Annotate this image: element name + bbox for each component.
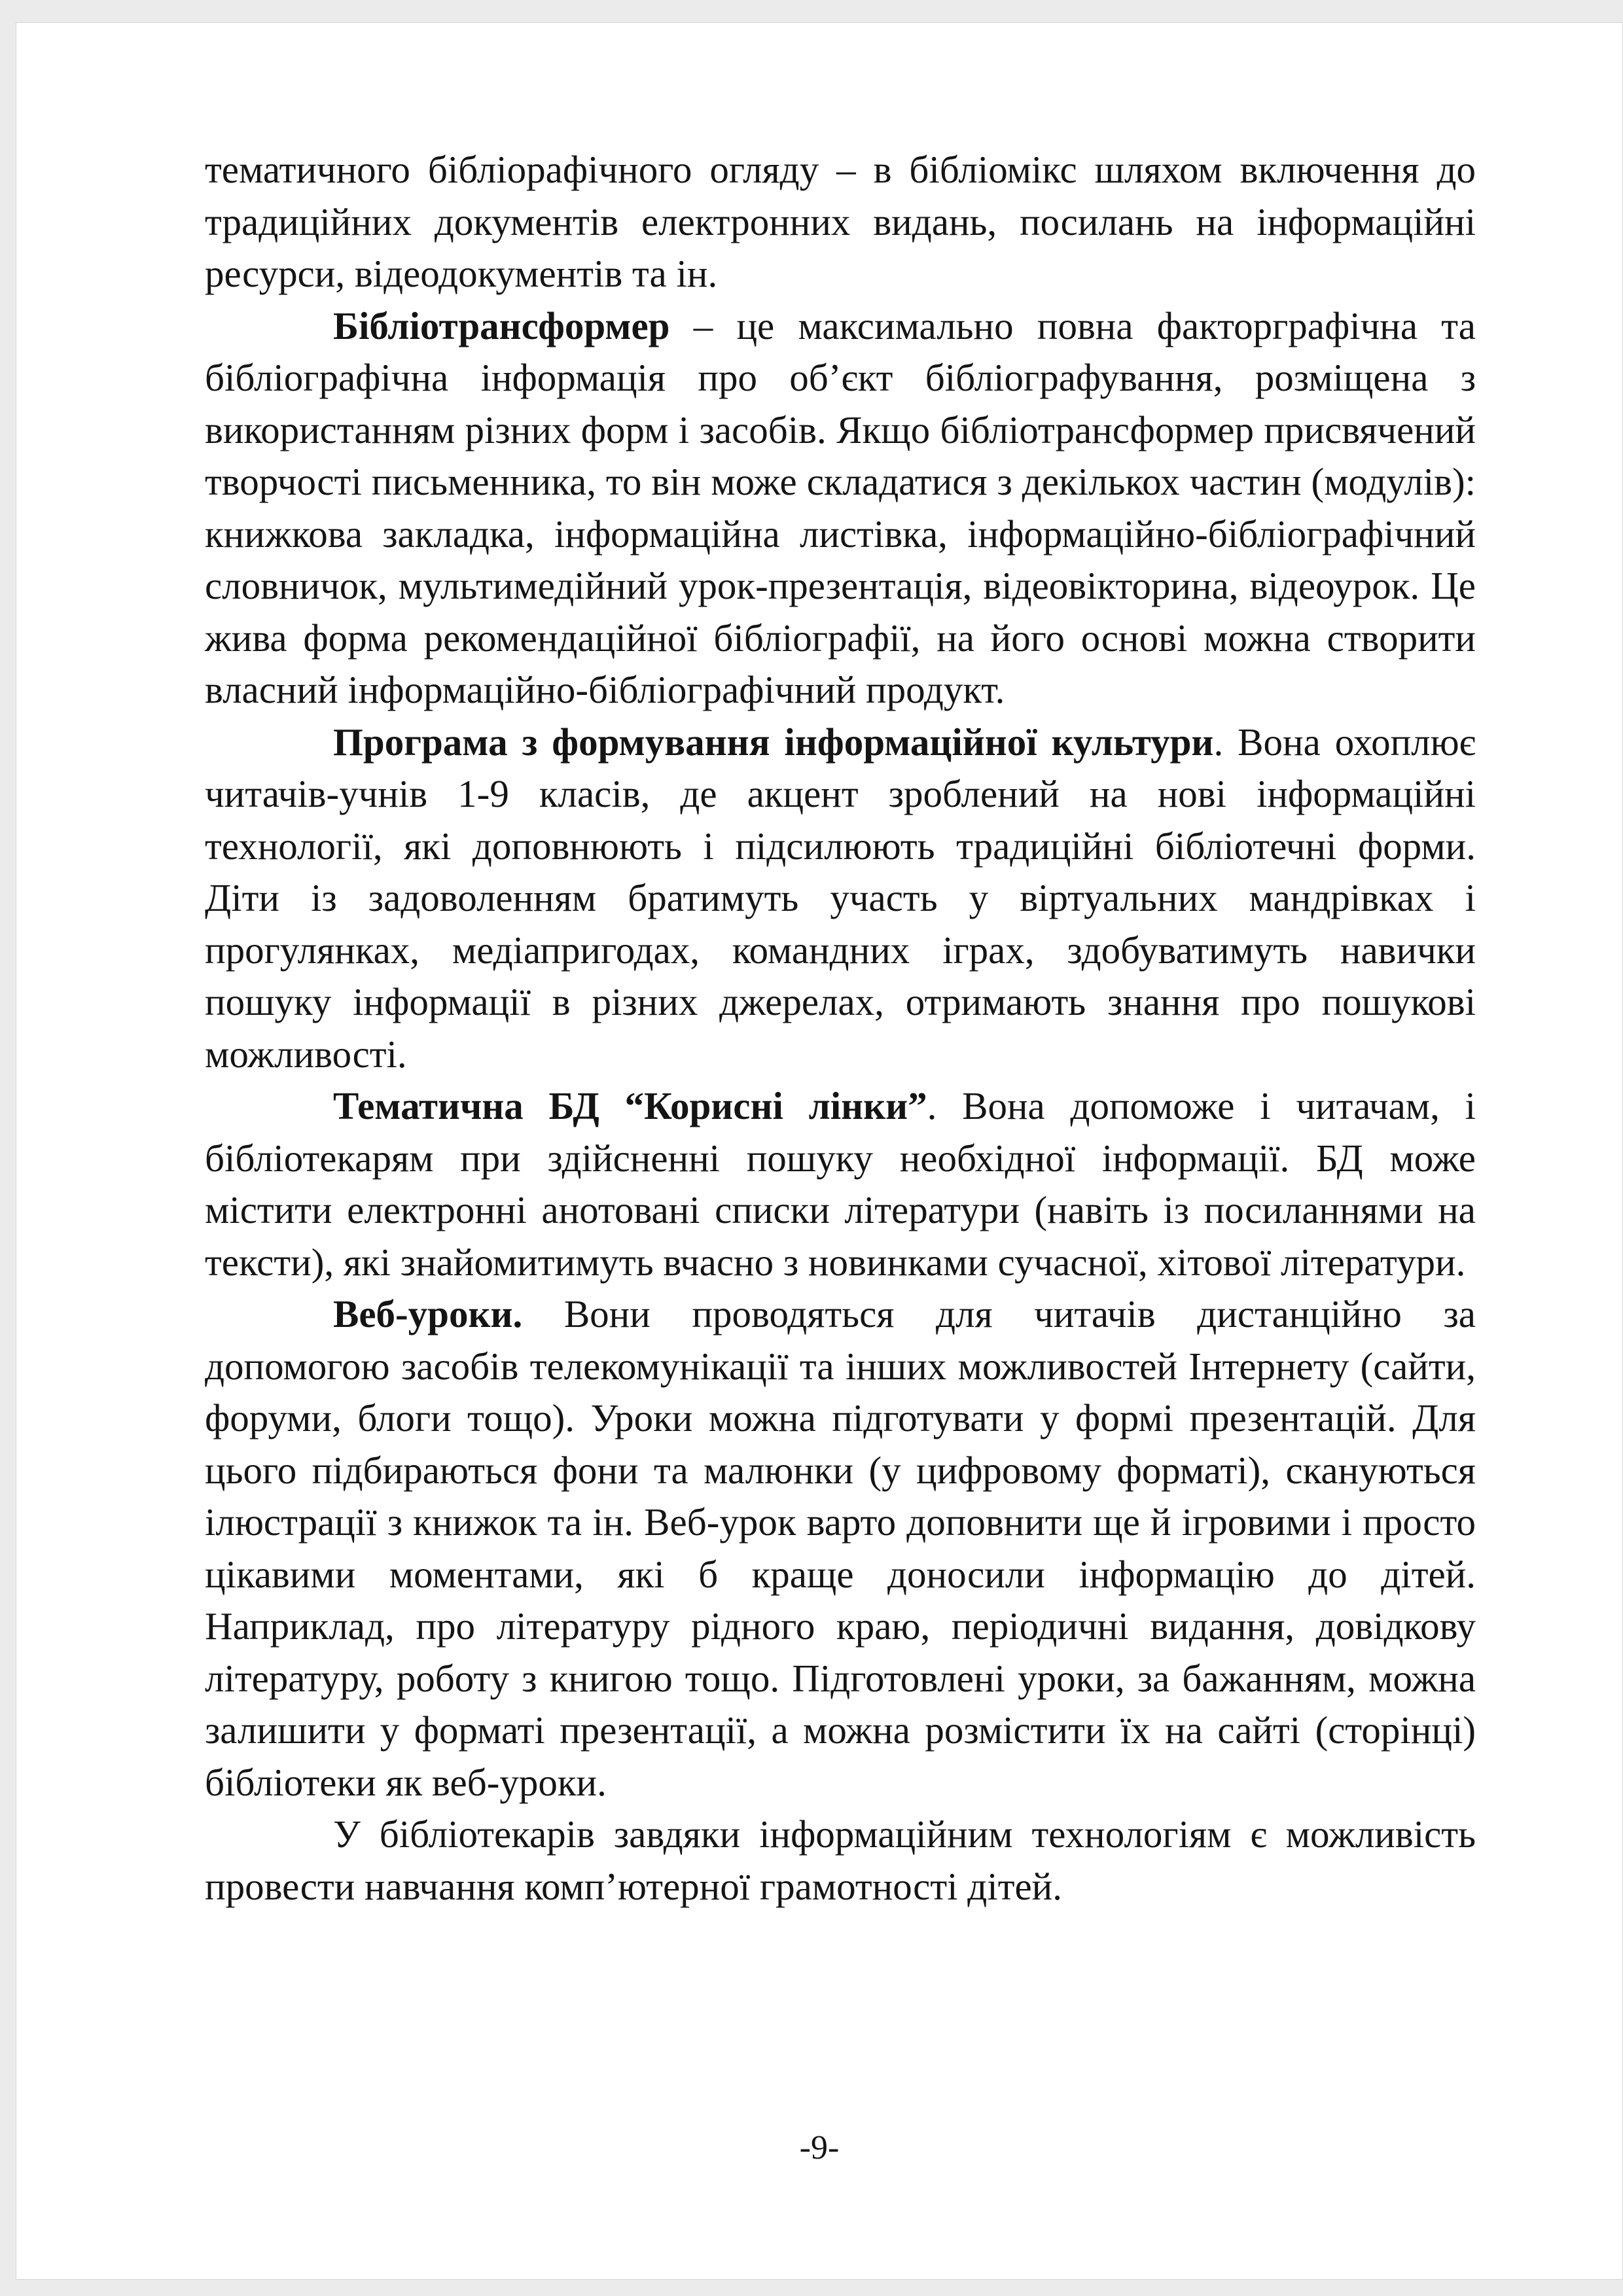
- paragraph-intro-continuation: [205, 144, 1476, 300]
- body-text: [205, 144, 1476, 1913]
- paragraph-heading: Веб-уроки.: [333, 1292, 523, 1335]
- paragraph-heading: Тематична БД “Корисні лінки”: [333, 1084, 927, 1127]
- paragraph-text: Вони проводяться для читачів дистанційно за допомогою засобів телекомунікації та інших можливостей Інтернету (сайти, форуми, блоги тощо). Уроки можна підготувати у формі презентацій. Для цього підбираються фони та малюнки (у цифровому форматі), скануються ілюстрації з книжок та ін. Веб-урок варто доповнити ще й ігровими і просто цікавими моментами, які б краще доносили інформацію до дітей. Наприклад, про літературу рідного краю, періодичні видання, довідкову літературу, роботу з книгою тощо. Підготовлені уроки, за бажанням, можна залишити у форматі презентації, а можна розмістити їх на сайті (сторінці) бібліотеки як веб-уроки.: [205, 1292, 1476, 1804]
- paragraph-heading: Програма з формування інформаційної культури: [333, 720, 1214, 764]
- paragraph-bibliotransformer: [205, 300, 1476, 716]
- paragraph-computer-literacy: [205, 1809, 1476, 1913]
- document-page: [16, 22, 1623, 2280]
- paragraph-text: – це максимально повна факторграфічна та бібліографічна інформація про об’єкт бібліографування, розміщена з використанням різних форм і засобів. Якщо бібліотрансформер присвячений творчості письменника, то він може складатися з декількох частин (модулів): книжкова закладка, інформаційна листівка, інформаційно-бібліографічний словничок, мультимедійний урок-презентація, відеовікторина, відеоурок. Це жива форма рекомендаційної бібліографії, на його основі можна створити власний інформаційно-бібліографічний продукт.: [205, 304, 1476, 711]
- paragraph-useful-links-db: [205, 1080, 1476, 1288]
- paragraph-information-culture-program: [205, 716, 1476, 1081]
- paragraph-text: У бібліотекарів завдяки інформаційним технологіям є можливість провести навчання комп’ютерної грамотності дітей.: [205, 1812, 1476, 1908]
- paragraph-heading: Бібліотрансформер: [333, 304, 670, 347]
- paragraph-text: . Вона охоплює читачів-учнів 1-9 класів, де акцент зроблений на нові інформаційні технології, які доповнюють і підсилюють традиційні бібліотечні форми. Діти із задоволенням братимуть участь у віртуальних мандрівках і прогулянках, медіапригодах, командних іграх, здобуватимуть навички пошуку інформації в різних джерелах, отримають знання про пошукові можливості.: [205, 720, 1476, 1076]
- paragraph-text: . Вона допоможе і читачам, і бібліотекарям при здійсненні пошуку необхідної інформації. БД може містити електронні анотовані списки літератури (навіть із посиланнями на тексти), які знайомитимуть вчасно з новинками сучасної, хітової літератури.: [205, 1084, 1476, 1284]
- paragraph-web-lessons: [205, 1288, 1476, 1809]
- page-number: -9-: [799, 2129, 840, 2166]
- paragraph-text: тематичного бібліорафічного огляду – в бібліомікс шляхом включення до традиційних документів електронних видань, посилань на інформаційні ресурси, відеодокументів та ін.: [205, 148, 1476, 295]
